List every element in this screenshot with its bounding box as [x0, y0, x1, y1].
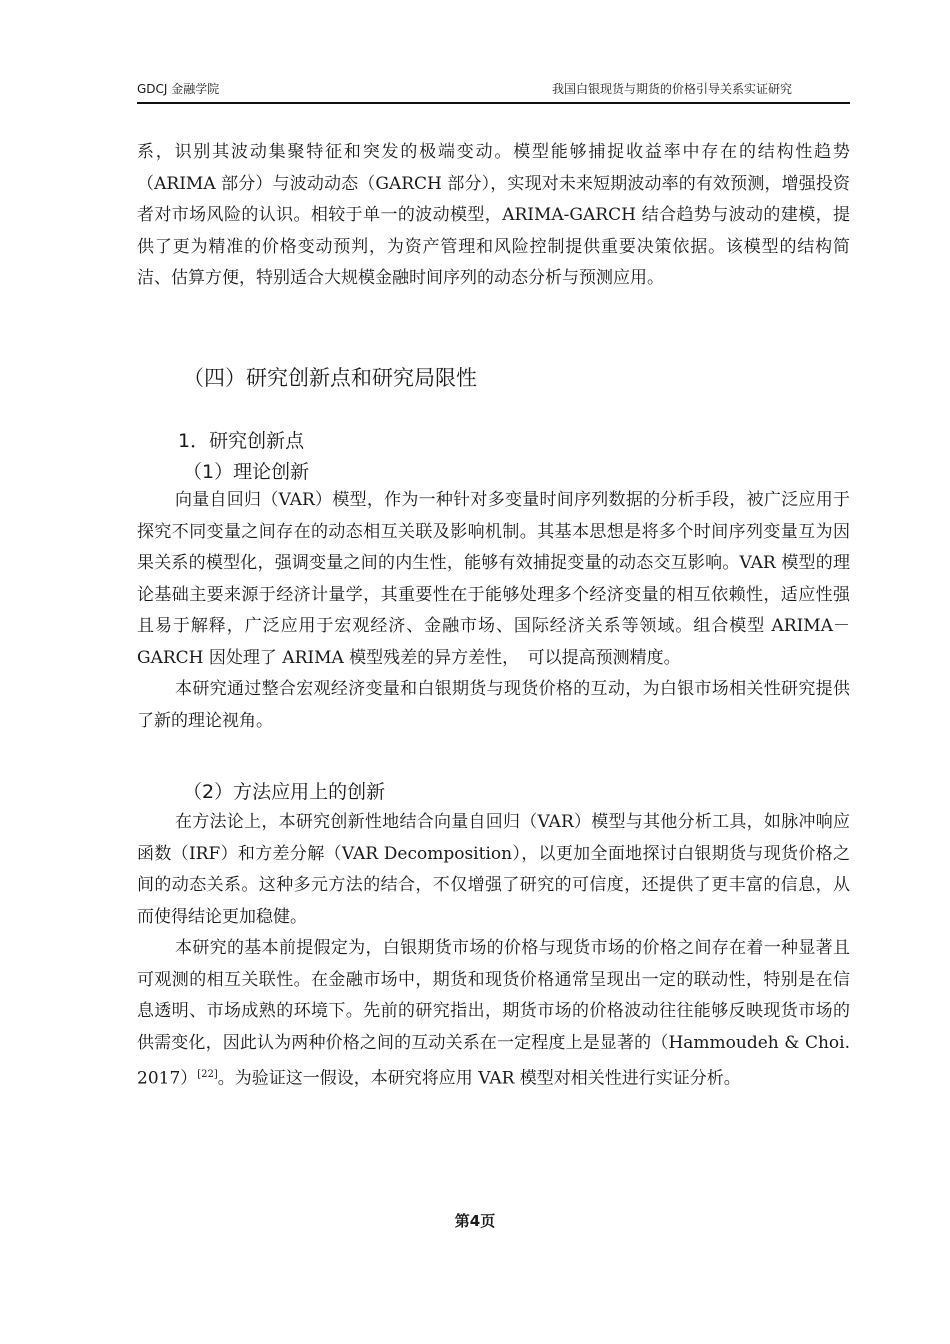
citation-ref: [22] — [197, 1069, 218, 1080]
section-title: （四）研究创新点和研究局限性 — [183, 366, 477, 390]
subsection-title: 1．研究创新点 — [178, 430, 305, 452]
intro-paragraph-block — [137, 137, 850, 295]
var-paragraph: 向量自回归（VAR）模型，作为一种针对多变量时间序列数据的分析手段，被广泛应用于探究不同变量之间存在的动态相互关联及影响机制。其基本思想是将多个时间序列变量互为因果关系的模型化，强调变量之间的内生性，能够有效捕捉变量的动态交互影响。VAR 模型的理论基础主要来源于经济计量学，其重要性在于能够处理多个经济变量的相互依赖性，适应性强且易于解释，广泛应用于宏观经济、金融市场、国际经济关系等领域。组合模型 ARIMA－GARCH 因处理了 ARIMA 模型残差的异方差性， 可以提高预测精度。 — [137, 490, 850, 668]
premise-text: 本研究的基本前提假定为，白银期货市场的价格与现货市场的价格之间存在着一种显著且可观测的相互关联性。在金融市场中，期货和现货价格通常呈现出一定的联动性，特别是在信息透明、市场成熟的环境下。先前的研究指出，期货市场的价格波动往往能够反映现货市场的供需变化，因此认为两种价格之间的互动关系在一定程度上是显著的（Hammoudeh & Choi. 2017） — [137, 938, 850, 1089]
header-thesis-title: 我国白银现货与期货的价格引导关系实证研究 — [551, 82, 792, 96]
header-institution: GDCJ 金融学院 — [137, 82, 220, 96]
premise-paragraph — [137, 933, 850, 1095]
theory-block — [137, 485, 850, 737]
theory-paragraph-2: 本研究通过整合宏观经济变量和白银期货与现货价格的互动，为白银市场相关性研究提供了新的理论视角。 — [137, 679, 850, 731]
method-block — [137, 807, 850, 1095]
intro-paragraph: 系，识别其波动集聚特征和突发的极端变动。模型能够捕捉收益率中存在的结构性趋势（ARIMA 部分）与波动动态（GARCH 部分），实现对未来短期波动率的有效预测，增强投资者对市场风险的认识。相较于单一的波动模型，ARIMA-GARCH 结合趋势与波动的建模，提供了更为精准的价格变动预判，为资产管理和风险控制提供重要决策依据。该模型的结构简洁、估算方便，特别适合大规模金融时间序列的动态分析与预测应用。 — [137, 142, 850, 288]
page-number: 第4页 — [454, 1212, 496, 1230]
theory-heading: （1）理论创新 — [183, 461, 310, 483]
premise-tail: 。为验证这一假设，本研究将应用 VAR 模型对相关性进行实证分析。 — [217, 1068, 741, 1089]
method-paragraph: 在方法论上，本研究创新性地结合向量自回归（VAR）模型与其他分析工具，如脉冲响应函数（IRF）和方差分解（VAR Decomposition），以更加全面地探讨白银期货与现货价格之间的动态关系。这种多元方法的结合，不仅增强了研究的可信度，还提供了更丰富的信息，从而使得结论更加稳健。 — [137, 812, 850, 927]
method-heading: （2）方法应用上的创新 — [183, 781, 386, 803]
page-header — [137, 76, 850, 104]
